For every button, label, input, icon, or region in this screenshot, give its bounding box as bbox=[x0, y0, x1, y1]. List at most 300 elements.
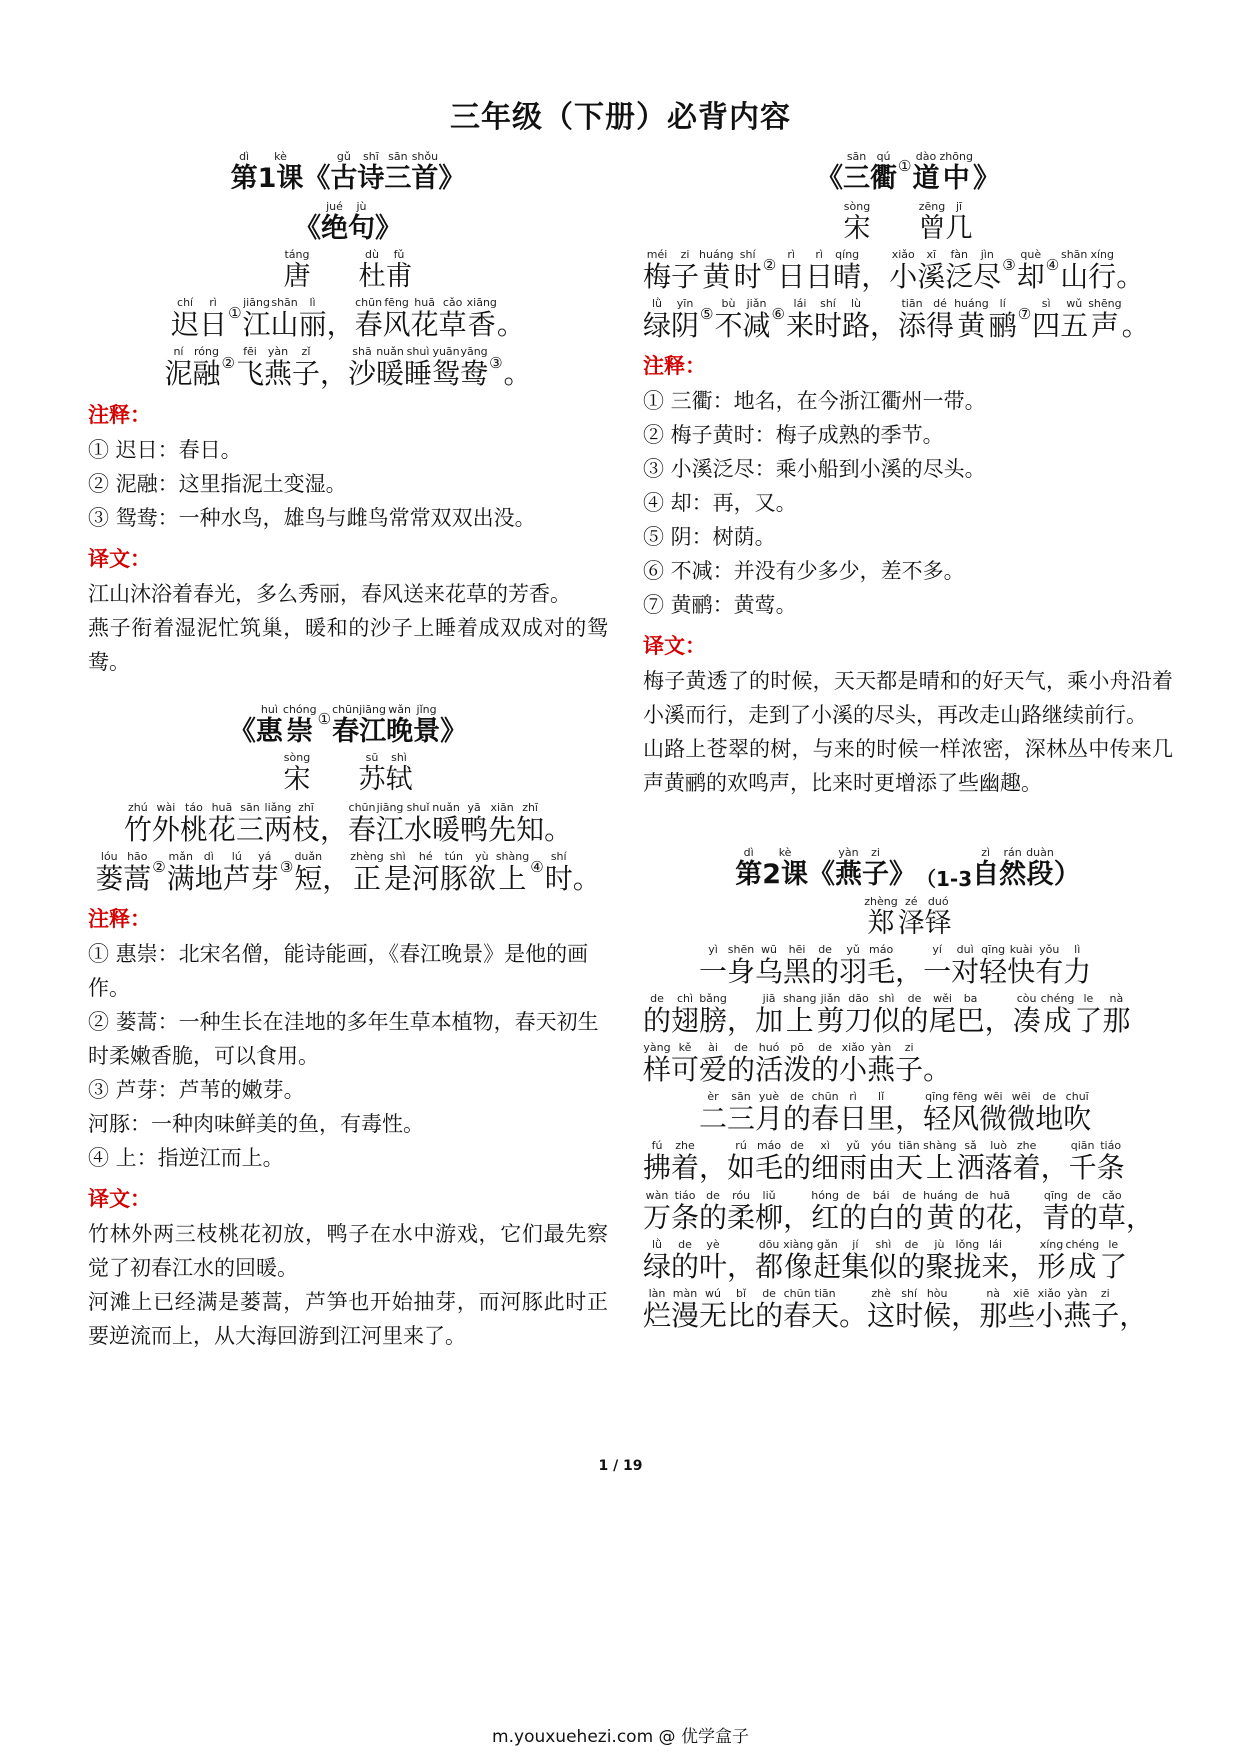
ruby-char bbox=[925, 1238, 953, 1283]
hanzi: 条 bbox=[1096, 1151, 1125, 1185]
pinyin: yīn bbox=[676, 297, 694, 311]
hanzi: 洒 bbox=[956, 1151, 985, 1185]
hanzi: 聚 bbox=[925, 1249, 954, 1283]
ruby-char bbox=[1091, 1287, 1119, 1332]
pinyin: róng bbox=[193, 345, 219, 359]
pinyin: qiān bbox=[1070, 1139, 1095, 1153]
pinyin: wēi bbox=[983, 1090, 1003, 1104]
pinyin: zhèng bbox=[350, 849, 384, 863]
pinyin: jiāng bbox=[376, 800, 404, 814]
ruby-char bbox=[671, 992, 699, 1037]
hanzi: 睡 bbox=[404, 357, 433, 391]
ruby-char bbox=[811, 1189, 839, 1234]
ruby-char bbox=[786, 297, 814, 342]
hanzi: 候 bbox=[923, 1298, 952, 1332]
hanzi: 的 bbox=[783, 1102, 812, 1136]
ruby-char bbox=[411, 296, 439, 341]
pinyin: dāo bbox=[848, 991, 869, 1005]
ruby-char bbox=[783, 1041, 811, 1086]
hanzi: 溪 bbox=[917, 260, 946, 294]
note-marker: ① bbox=[317, 709, 332, 728]
hanzi: 样 bbox=[643, 1052, 672, 1086]
pinyin: xī bbox=[926, 248, 937, 262]
ruby-char bbox=[330, 150, 357, 194]
ruby-char bbox=[957, 992, 985, 1037]
pinyin: fēng bbox=[952, 1090, 978, 1104]
ruby-char bbox=[867, 1287, 895, 1332]
hanzi: 日 bbox=[839, 1102, 868, 1136]
hanzi: 三 bbox=[384, 163, 412, 194]
note-item: ⑦ 黄鹂：黄莺。 bbox=[643, 593, 797, 618]
ruby-char bbox=[303, 150, 330, 194]
hanzi: 飞 bbox=[235, 357, 264, 391]
hanzi: 丽 bbox=[298, 308, 327, 342]
pinyin: kè bbox=[274, 150, 287, 163]
pinyin: zhèng bbox=[864, 894, 898, 908]
pinyin: shān bbox=[271, 296, 298, 310]
hanzi: 风 bbox=[951, 1102, 980, 1136]
ruby-char bbox=[1035, 1287, 1063, 1332]
hanzi: 。 bbox=[923, 1052, 952, 1086]
pinyin: hāo bbox=[127, 849, 148, 863]
ruby-char bbox=[916, 855, 972, 891]
pinyin: yǔ bbox=[846, 1139, 860, 1153]
hanzi: 江 bbox=[242, 308, 271, 342]
pinyin: wú bbox=[705, 1286, 722, 1300]
ruby-char bbox=[460, 345, 488, 390]
ruby-char bbox=[699, 1287, 727, 1332]
ruby-char bbox=[1099, 1238, 1127, 1283]
ruby-char bbox=[923, 1189, 958, 1234]
hanzi: 崇 bbox=[286, 715, 314, 747]
ruby-char bbox=[951, 1287, 979, 1332]
pinyin: dé bbox=[933, 297, 947, 311]
ruby-char bbox=[897, 1238, 925, 1283]
pinyin: shēng bbox=[1088, 297, 1122, 311]
ruby-char bbox=[432, 801, 460, 846]
poem-line bbox=[88, 296, 608, 341]
ruby-char bbox=[755, 1189, 783, 1234]
hanzi: 赶 bbox=[813, 1249, 842, 1283]
pinyin: qú bbox=[876, 150, 891, 163]
hanzi: 叶 bbox=[699, 1249, 728, 1283]
pinyin: rán bbox=[1003, 846, 1022, 860]
pinyin: kuài bbox=[1009, 942, 1033, 956]
pinyin: yàn bbox=[838, 846, 859, 860]
pinyin: wǔ bbox=[1066, 297, 1083, 311]
pinyin: què bbox=[1020, 248, 1042, 262]
hanzi: 。 bbox=[544, 812, 573, 846]
ruby-char bbox=[923, 1287, 951, 1332]
pinyin: shàng bbox=[495, 849, 530, 863]
ruby-char bbox=[251, 850, 279, 895]
hanzi: 先 bbox=[488, 812, 517, 846]
ruby-char bbox=[727, 1189, 755, 1234]
hanzi: 。 bbox=[839, 1298, 868, 1332]
hanzi: 那 bbox=[1102, 1003, 1131, 1037]
hanzi: 时 bbox=[813, 309, 842, 343]
pinyin: dōu bbox=[758, 1237, 780, 1251]
ruby-char bbox=[895, 1189, 923, 1234]
ruby-char bbox=[1098, 1189, 1126, 1234]
ruby-char bbox=[954, 297, 989, 342]
pinyin: ài bbox=[708, 1040, 718, 1054]
ruby-char bbox=[895, 1139, 923, 1184]
poem-line bbox=[88, 801, 608, 846]
note-marker: ② bbox=[221, 353, 235, 372]
ruby-char bbox=[999, 846, 1026, 890]
ruby-char bbox=[727, 1041, 755, 1086]
ruby-char bbox=[783, 1287, 811, 1332]
ruby-char bbox=[1063, 1287, 1091, 1332]
prose-line bbox=[643, 1041, 1173, 1086]
pinyin: shí bbox=[901, 1286, 918, 1300]
pinyin: gǔ bbox=[336, 150, 351, 163]
ruby-char bbox=[841, 1238, 869, 1283]
hanzi: 暖 bbox=[432, 812, 461, 846]
hanzi: 的 bbox=[643, 1003, 672, 1037]
hanzi: 二 bbox=[699, 1102, 728, 1136]
hanzi: 宋 bbox=[283, 763, 311, 795]
hanzi: 》 bbox=[375, 213, 402, 245]
pinyin: chuī bbox=[1065, 1090, 1089, 1104]
ruby-char bbox=[386, 751, 413, 795]
pinyin: wěi bbox=[933, 991, 952, 1005]
ruby-char bbox=[355, 296, 383, 341]
pinyin: xiāng bbox=[466, 296, 497, 310]
ruby-char bbox=[839, 943, 867, 988]
hanzi: 唐 bbox=[283, 261, 311, 293]
pinyin: dì bbox=[239, 150, 250, 163]
hanzi: ， bbox=[895, 1102, 924, 1136]
hanzi: ， bbox=[951, 1298, 980, 1332]
pinyin: còu bbox=[1016, 991, 1037, 1005]
hanzi: 衢 bbox=[870, 163, 898, 194]
hanzi: 微 bbox=[1007, 1102, 1036, 1136]
ruby-char bbox=[958, 1189, 986, 1234]
ruby-char bbox=[171, 296, 199, 341]
ruby-char bbox=[258, 150, 304, 194]
ruby-char bbox=[811, 1287, 839, 1332]
ruby-char bbox=[867, 1189, 895, 1234]
hanzi: 红 bbox=[811, 1200, 840, 1234]
pinyin: tiáo bbox=[1100, 1139, 1122, 1153]
hanzi: 古 bbox=[330, 163, 358, 194]
pinyin: yuān bbox=[432, 345, 460, 359]
hanzi: 正 bbox=[353, 861, 382, 895]
hanzi: ， bbox=[1013, 1200, 1042, 1234]
pinyin: de bbox=[1076, 1188, 1091, 1202]
ruby-char bbox=[867, 1090, 895, 1135]
pinyin: zǐ bbox=[301, 345, 311, 359]
pinyin: shān bbox=[1060, 248, 1088, 262]
pinyin: fǔ bbox=[393, 248, 405, 262]
ruby-char bbox=[895, 1287, 923, 1332]
pinyin: shā bbox=[352, 345, 372, 359]
pinyin: máo bbox=[869, 942, 894, 956]
ruby-char bbox=[783, 1139, 811, 1184]
hanzi: 巴 bbox=[956, 1003, 985, 1037]
pinyin: zhe bbox=[1016, 1139, 1037, 1153]
right-column bbox=[643, 150, 1173, 1332]
ruby-char bbox=[923, 1090, 951, 1135]
ruby-char bbox=[951, 943, 979, 988]
hanzi: 三 bbox=[235, 812, 264, 846]
ruby-char bbox=[1035, 1090, 1063, 1135]
ruby-char bbox=[320, 345, 348, 390]
pinyin: máo bbox=[756, 1139, 782, 1153]
hanzi: 的 bbox=[900, 1003, 929, 1037]
ruby-char bbox=[350, 850, 383, 895]
ruby-char bbox=[1041, 992, 1075, 1037]
ruby-char bbox=[1009, 1238, 1037, 1283]
hanzi: 着 bbox=[671, 1151, 700, 1185]
ruby-char bbox=[359, 248, 386, 292]
hanzi: 燕 bbox=[263, 357, 292, 391]
pinyin: dì bbox=[743, 846, 754, 860]
ruby-char bbox=[384, 150, 411, 194]
ruby-char bbox=[843, 150, 870, 194]
note-item: ① 惠崇：北宋名僧，能诗能画，《春江晚景》是他的画作。 bbox=[88, 941, 589, 1000]
note-marker: ④ bbox=[530, 857, 544, 876]
hanzi: 春 bbox=[354, 308, 383, 342]
ruby-char bbox=[951, 1090, 979, 1135]
ruby-char bbox=[1007, 943, 1035, 988]
pinyin: xiàng bbox=[783, 1237, 814, 1251]
hanzi: 如 bbox=[727, 1151, 756, 1185]
pinyin: duó bbox=[927, 894, 949, 908]
hanzi: 轼 bbox=[385, 763, 413, 795]
prose-line bbox=[643, 992, 1173, 1037]
ruby-char bbox=[979, 1287, 1007, 1332]
hanzi: 两 bbox=[263, 812, 292, 846]
hanzi: 不 bbox=[714, 309, 743, 343]
pinyin: wài bbox=[156, 800, 176, 814]
hanzi: 花 bbox=[410, 308, 439, 342]
pinyin: dì bbox=[203, 849, 214, 863]
pinyin: lóu bbox=[100, 849, 118, 863]
pinyin: sū bbox=[365, 750, 379, 764]
pinyin: chūn bbox=[811, 1090, 839, 1104]
ruby-char bbox=[386, 248, 413, 292]
pinyin: chūn bbox=[348, 800, 376, 814]
ruby-char bbox=[1060, 297, 1088, 342]
hanzi: 。 bbox=[1121, 309, 1150, 343]
hanzi: 时 bbox=[733, 260, 762, 294]
hanzi: 子 bbox=[291, 357, 320, 391]
hanzi: 子 bbox=[861, 859, 889, 891]
pinyin: de bbox=[790, 1090, 804, 1104]
ruby-char bbox=[460, 801, 488, 846]
hanzi: 鸳 bbox=[432, 357, 461, 391]
hanzi: 山 bbox=[1060, 260, 1089, 294]
hanzi: 千 bbox=[1068, 1151, 1097, 1185]
pinyin: de bbox=[846, 1188, 860, 1202]
note-item: ③ 鸳鸯：一种水鸟，雄鸟与雌鸟常常双双出没。 bbox=[88, 505, 536, 530]
hanzi: 春 bbox=[783, 1298, 812, 1332]
pinyin: yí bbox=[932, 942, 942, 956]
notes-list bbox=[88, 937, 608, 1175]
pinyin: sān bbox=[388, 150, 408, 163]
pinyin: fēi bbox=[243, 345, 257, 359]
pinyin: cǎo bbox=[442, 296, 463, 310]
hanzi: 几 bbox=[945, 213, 973, 245]
notes-list bbox=[88, 433, 608, 535]
hanzi: 绿 bbox=[643, 309, 672, 343]
hanzi: 《 bbox=[807, 859, 835, 891]
note-item: ③ 芦芽：芦苇的嫩芽。 bbox=[88, 1077, 305, 1102]
ruby-char bbox=[895, 1090, 923, 1135]
ruby-char bbox=[231, 150, 258, 194]
ruby-char bbox=[755, 943, 783, 988]
ruby-char bbox=[979, 1090, 1007, 1135]
pinyin: yá bbox=[258, 849, 272, 863]
ruby-char bbox=[348, 801, 376, 846]
ruby-char bbox=[1013, 992, 1041, 1037]
hanzi: 是 bbox=[383, 861, 412, 895]
pinyin: zi bbox=[871, 846, 880, 860]
pinyin: zì bbox=[981, 846, 991, 860]
hanzi: 柳 bbox=[755, 1200, 784, 1234]
ruby-char bbox=[870, 150, 897, 194]
ruby-char bbox=[413, 703, 440, 747]
pinyin: zhú bbox=[128, 800, 148, 814]
pinyin: lǜ bbox=[651, 1237, 663, 1251]
ruby-char bbox=[1122, 297, 1150, 342]
hanzi: 草 bbox=[1097, 1200, 1126, 1234]
ruby-char bbox=[412, 850, 440, 895]
ruby-char bbox=[411, 150, 438, 194]
ruby-char bbox=[1088, 248, 1116, 293]
ruby-char bbox=[981, 1238, 1009, 1283]
pinyin: chūn bbox=[355, 296, 383, 310]
hanzi: 些 bbox=[1007, 1298, 1036, 1332]
ruby-char bbox=[322, 850, 350, 895]
pinyin: yàn bbox=[1067, 1286, 1088, 1300]
pinyin: de bbox=[762, 1286, 776, 1300]
ruby-char bbox=[376, 801, 404, 846]
ruby-char bbox=[811, 1090, 839, 1135]
ruby-char bbox=[777, 248, 805, 293]
hanzi: 山 bbox=[270, 308, 299, 342]
hanzi: 》 bbox=[888, 859, 916, 891]
ruby-char bbox=[986, 1189, 1014, 1234]
ruby-char bbox=[755, 1287, 783, 1332]
pinyin: cǎo bbox=[1102, 1188, 1122, 1202]
hanzi: 江 bbox=[376, 812, 405, 846]
ruby-char bbox=[811, 943, 839, 988]
pinyin: xì bbox=[820, 1139, 830, 1153]
hanzi: 《 bbox=[294, 213, 321, 245]
hanzi: 道 bbox=[912, 163, 940, 194]
hanzi: 景 bbox=[413, 715, 441, 747]
hanzi: 吹 bbox=[1063, 1102, 1092, 1136]
ruby-char bbox=[923, 1041, 951, 1086]
hanzi: 绝 bbox=[321, 213, 348, 245]
hanzi: 来 bbox=[981, 1249, 1010, 1283]
ruby-char bbox=[292, 801, 320, 846]
pinyin: rì bbox=[849, 1090, 857, 1104]
hanzi: 第 bbox=[735, 859, 763, 891]
pinyin: yè bbox=[706, 1237, 720, 1251]
pinyin: zé bbox=[904, 894, 918, 908]
pinyin: zēng bbox=[918, 200, 946, 214]
pinyin: duàn bbox=[1026, 846, 1054, 860]
hanzi: 的 bbox=[671, 1249, 700, 1283]
ruby-char bbox=[867, 1041, 895, 1086]
ruby-char bbox=[1041, 1139, 1069, 1184]
hanzi: 黑 bbox=[783, 954, 812, 988]
pinyin: yì bbox=[708, 942, 718, 956]
hanzi: 《 bbox=[816, 163, 844, 194]
hanzi: 外 bbox=[151, 812, 180, 846]
hanzi: 有 bbox=[1035, 954, 1064, 988]
ruby-char bbox=[1037, 1238, 1065, 1283]
ruby-char bbox=[152, 801, 180, 846]
pinyin: shī bbox=[363, 150, 379, 163]
hanzi: 柔 bbox=[727, 1200, 756, 1234]
pinyin: fàn bbox=[950, 248, 969, 262]
ruby-char bbox=[743, 297, 771, 342]
pinyin: nà bbox=[1109, 991, 1124, 1005]
note-marker: ⑤ bbox=[700, 305, 714, 324]
hanzi: 上 bbox=[925, 1151, 954, 1185]
pinyin: de bbox=[818, 942, 832, 956]
hanzi: 月 bbox=[755, 1102, 784, 1136]
ruby-char bbox=[919, 200, 946, 244]
pinyin: de bbox=[904, 1237, 919, 1251]
ruby-char bbox=[671, 1287, 699, 1332]
hanzi: 快 bbox=[1007, 954, 1036, 988]
pinyin: hóng bbox=[811, 1188, 839, 1202]
ruby-char bbox=[1069, 1139, 1097, 1184]
hanzi: 的 bbox=[727, 1052, 756, 1086]
hanzi: 黄 bbox=[702, 260, 731, 294]
pinyin: shuǐ bbox=[406, 800, 430, 814]
pinyin: luò bbox=[990, 1139, 1007, 1153]
pinyin: xiǎo bbox=[891, 248, 915, 262]
hanzi: 阴 bbox=[671, 309, 700, 343]
hanzi: ， bbox=[1009, 1249, 1038, 1283]
hanzi: 毛 bbox=[755, 1151, 784, 1185]
hanzi: 轻 bbox=[923, 1102, 952, 1136]
pinyin: rì bbox=[209, 296, 217, 310]
pinyin: huó bbox=[758, 1040, 780, 1054]
hanzi: 膀 bbox=[699, 1003, 728, 1037]
note-item: ② 梅子黄时：梅子成熟的季节。 bbox=[643, 423, 944, 448]
pinyin: yàn bbox=[267, 345, 289, 359]
poem-title-jueju bbox=[88, 200, 608, 244]
ruby-char bbox=[440, 703, 467, 747]
ruby-char bbox=[516, 801, 544, 846]
ruby-char bbox=[294, 200, 321, 244]
ruby-char bbox=[284, 248, 311, 292]
ruby-char bbox=[808, 846, 835, 890]
note-marker: ② bbox=[152, 857, 166, 876]
hanzi: 却 bbox=[1016, 260, 1045, 294]
poem-line bbox=[643, 248, 1173, 293]
hanzi: 声 bbox=[1090, 309, 1119, 343]
prose-author bbox=[643, 895, 1173, 939]
pinyin: sān bbox=[240, 800, 260, 814]
ruby-char bbox=[946, 200, 973, 244]
ruby-char bbox=[917, 248, 945, 293]
pinyin: dù bbox=[365, 248, 379, 262]
ruby-char bbox=[816, 992, 844, 1037]
hanzi: 。 bbox=[496, 308, 525, 342]
hanzi: 的 bbox=[895, 1200, 924, 1234]
ruby-char bbox=[643, 1139, 671, 1184]
